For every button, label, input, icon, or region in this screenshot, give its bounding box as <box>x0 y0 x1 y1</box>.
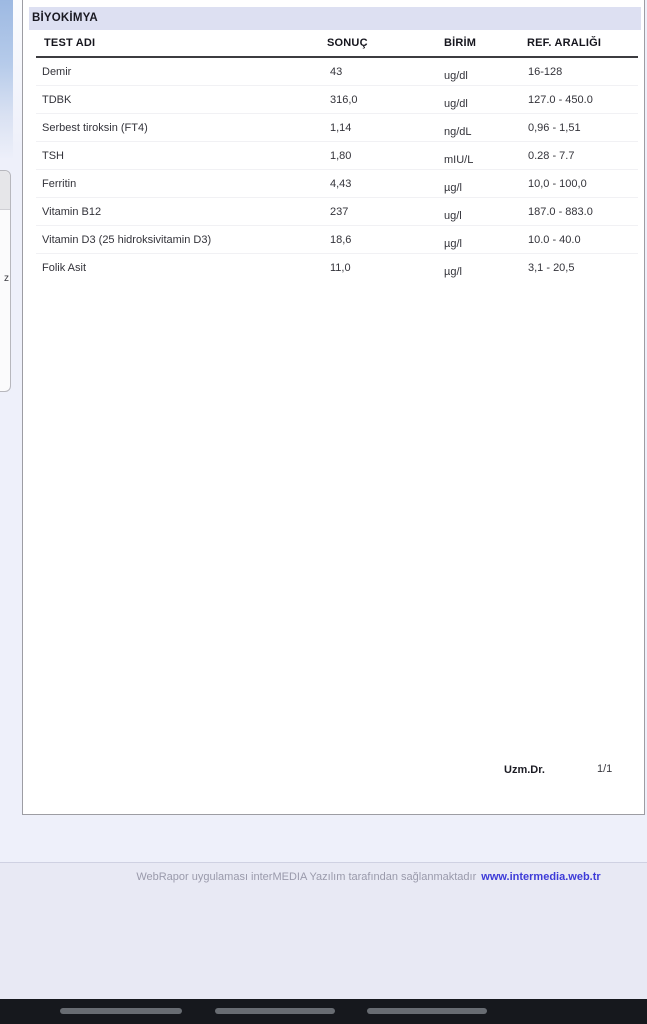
table-row <box>36 86 638 114</box>
system-bar <box>0 999 647 1024</box>
table-row <box>36 226 638 254</box>
left-gutter <box>13 0 22 150</box>
test-result: 18,6 <box>330 234 352 246</box>
test-name: Folik Asit <box>42 262 87 274</box>
left-cutoff-panel-text: z <box>4 273 9 284</box>
table-row <box>36 170 638 198</box>
test-unit: mIU/L <box>444 154 474 166</box>
footer-credit-text: WebRapor uygulaması interMEDIA Yazılım tarafından sağlanmaktadır <box>136 871 477 883</box>
lab-report-card <box>22 0 645 815</box>
taskbar-item-3[interactable] <box>367 1008 487 1014</box>
test-result: 1,14 <box>330 122 352 134</box>
section-title: BİYOKİMYA <box>29 7 641 30</box>
test-unit: ng/dL <box>444 126 472 138</box>
test-ref: 187.0 - 883.0 <box>528 206 593 218</box>
table-row <box>36 198 638 226</box>
footer-link[interactable]: www.intermedia.web.tr <box>481 871 601 883</box>
test-result: 43 <box>330 66 343 78</box>
test-unit: ug/l <box>444 210 462 222</box>
test-name: TSH <box>42 150 64 162</box>
test-ref: 0,96 - 1,51 <box>528 122 581 134</box>
test-ref: 16-128 <box>528 66 563 78</box>
test-unit: ug/dl <box>444 70 468 82</box>
left-cutoff-panel <box>0 170 11 392</box>
test-result: 316,0 <box>330 94 358 106</box>
test-name: Demir <box>42 66 72 78</box>
test-ref: 3,1 - 20,5 <box>528 262 575 274</box>
table-row <box>36 58 638 86</box>
column-header-test: TEST ADI <box>44 37 96 49</box>
table-row <box>36 142 638 170</box>
left-panel-edge <box>0 0 13 160</box>
signature-label: Uzm.Dr. <box>504 764 545 776</box>
test-name: Serbest tiroksin (FT4) <box>42 122 148 134</box>
test-result: 1,80 <box>330 150 352 162</box>
table-row <box>36 254 638 282</box>
test-name: Vitamin D3 (25 hidroksivitamin D3) <box>42 234 212 246</box>
test-name: Vitamin B12 <box>42 206 102 218</box>
column-header-ref: REF. ARALIĞI <box>527 37 602 49</box>
taskbar-item-1[interactable] <box>60 1008 182 1014</box>
test-name: Ferritin <box>42 178 77 190</box>
test-unit: µg/l <box>444 182 462 194</box>
test-result: 4,43 <box>330 178 352 190</box>
taskbar-item-2[interactable] <box>215 1008 335 1014</box>
test-ref: 10,0 - 100,0 <box>528 178 587 190</box>
test-result: 11,0 <box>330 262 351 274</box>
left-cutoff-panel-header <box>0 171 10 210</box>
test-ref: 127.0 - 450.0 <box>528 94 593 106</box>
column-header-unit: BİRİM <box>444 37 477 49</box>
column-header-result: SONUÇ <box>327 37 368 49</box>
test-name: TDBK <box>42 94 72 106</box>
page-indicator: 1/1 <box>597 763 613 775</box>
test-unit: µg/l <box>444 238 462 250</box>
test-unit: ug/dl <box>444 98 468 110</box>
test-ref: 10.0 - 40.0 <box>528 234 581 246</box>
test-ref: 0.28 - 7.7 <box>528 150 575 162</box>
table-row <box>36 114 638 142</box>
test-unit: µg/l <box>444 266 462 278</box>
test-result: 237 <box>330 206 349 218</box>
footer-credit <box>0 869 647 885</box>
